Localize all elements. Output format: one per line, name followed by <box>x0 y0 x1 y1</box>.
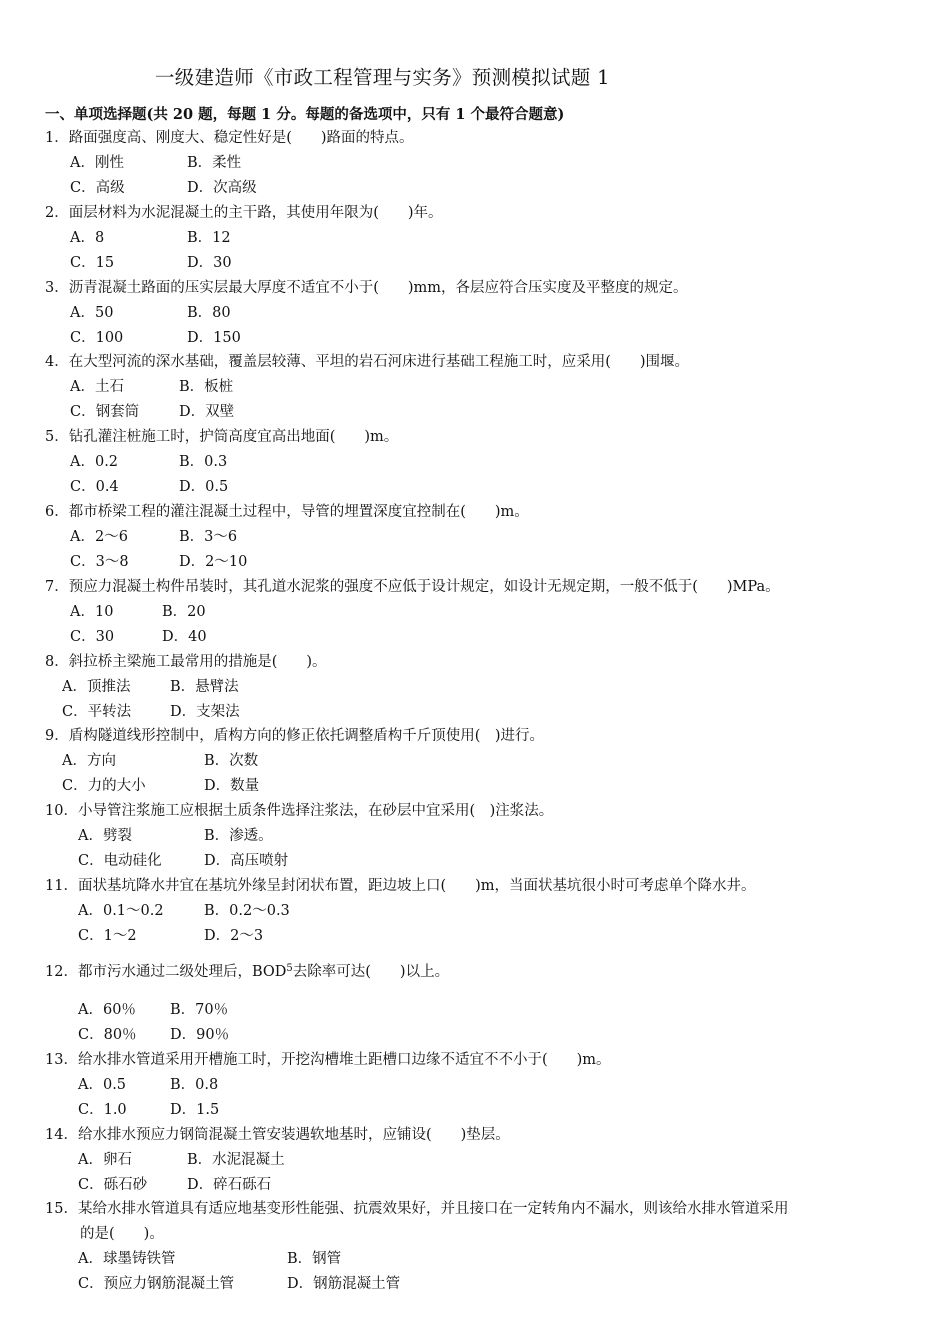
option: C．砾石砂 <box>78 1177 148 1193</box>
subscript-5: 5 <box>286 963 293 974</box>
option: A．0.1～0.2 <box>78 903 164 919</box>
option: C．100 <box>70 330 124 346</box>
option: A．60％ <box>78 1002 136 1018</box>
question-stem: 15．某给水排水管道具有适应地基变形性能强、抗震效果好，并且接口在一定转角内不漏水，则该给水排水管道采用 <box>45 1201 789 1217</box>
option: C．预应力钢筋混凝土管 <box>78 1276 235 1292</box>
option: D．双壁 <box>179 404 235 420</box>
page-title: 一级建造师《市政工程管理与实务》预测模拟试题 1 <box>155 66 610 89</box>
option: B．12 <box>187 230 231 246</box>
question-stem: 4．在大型河流的深水基础，覆盖层较薄、平坦的岩石河床进行基础工程施工时，应采用( )围堰。 <box>45 354 690 370</box>
option: D．150 <box>187 330 241 346</box>
option: A．方向 <box>62 753 116 769</box>
option: A．劈裂 <box>78 828 132 844</box>
option: B．80 <box>187 305 231 321</box>
section-heading: 一、单项选择题(共 20 题，每题 1 分。每题的备选项中，只有 1 个最符合题意) <box>45 106 565 123</box>
option: A．50 <box>70 305 114 321</box>
question-stem: 7．预应力混凝土构件吊装时，其孔道水泥浆的强度不应低于设计规定，如设计无规定期，一般不低于( )MPa。 <box>45 579 780 595</box>
question-stem: 9．盾构隧道线形控制中，盾构方向的修正依托调整盾构千斤顶使用( )进行。 <box>45 728 545 744</box>
option: D．钢筋混凝土管 <box>287 1276 401 1292</box>
option: B．70％ <box>170 1002 229 1018</box>
option: D．90％ <box>170 1027 230 1043</box>
option: C．0.4 <box>70 479 119 495</box>
option: B．20 <box>162 604 206 620</box>
option: C．3～8 <box>70 554 129 570</box>
option: C．30 <box>70 629 115 645</box>
option: C．高级 <box>70 180 125 196</box>
option: C．1.0 <box>78 1102 127 1118</box>
option: B．渗透。 <box>204 828 273 844</box>
option: B．0.3 <box>179 454 228 470</box>
option: B．0.2～0.3 <box>204 903 290 919</box>
option: C．1～2 <box>78 928 137 944</box>
option: B．柔性 <box>187 155 242 171</box>
option: A．0.2 <box>70 454 119 470</box>
option: D．2～10 <box>179 554 248 570</box>
option: C．80％ <box>78 1027 137 1043</box>
question-stem: 2．面层材料为水泥混凝土的主干路，其使用年限为( )年。 <box>45 205 443 221</box>
question-stem-continuation: 的是( )。 <box>80 1226 164 1242</box>
question-stem <box>45 959 449 982</box>
option: D．支架法 <box>170 704 240 720</box>
option: A．卵石 <box>78 1152 132 1168</box>
option: A．8 <box>70 230 105 246</box>
option: D．40 <box>162 629 207 645</box>
option: D．次高级 <box>187 180 257 196</box>
question-stem: 11．面状基坑降水井宜在基坑外缘呈封闭状布置，距边坡上口( )m，当面状基坑很小时可考虑单个降水井。 <box>45 878 756 894</box>
option: A．10 <box>70 604 114 620</box>
option: D．数量 <box>204 778 260 794</box>
question-stem: 8．斜拉桥主梁施工最常用的措施是( )。 <box>45 654 327 670</box>
option: B．次数 <box>204 753 259 769</box>
question-stem: 10．小导管注浆施工应根据土质条件选择注浆法，在砂层中宜采用( )注浆法。 <box>45 803 554 819</box>
question-stem: 1．路面强度高、刚度大、稳定性好是( )路面的特点。 <box>45 130 414 146</box>
question-stem-text: 去除率可达( )以上。 <box>292 964 450 980</box>
question-stem: 6．都市桥梁工程的灌注混凝土过程中，导管的埋置深度宜控制在( )m。 <box>45 504 529 520</box>
option: D．高压喷射 <box>204 853 289 869</box>
option: A．0.5 <box>78 1077 127 1093</box>
option: B．钢管 <box>287 1251 342 1267</box>
question-stem: 13．给水排水管道采用开槽施工时，开挖沟槽堆土距槽口边缘不适宜不不小于( )m。 <box>45 1052 611 1068</box>
question-stem-text: 12．都市污水通过二级处理后，BOD <box>45 964 287 980</box>
option: B．水泥混凝土 <box>187 1152 285 1168</box>
option: A．球墨铸铁管 <box>78 1251 176 1267</box>
option: D．1.5 <box>170 1102 220 1118</box>
option: B．3～6 <box>179 529 238 545</box>
option: A．土石 <box>70 379 124 395</box>
option: D．碎石砾石 <box>187 1177 272 1193</box>
question-stem: 3．沥青混凝土路面的压实层最大厚度不适宜不小于( )mm，各层应符合压实度及平整度的规定。 <box>45 280 688 296</box>
question-stem: 5．钻孔灌注桩施工时，护筒高度宜高出地面( )m。 <box>45 429 399 445</box>
option: A．刚性 <box>70 155 124 171</box>
option: C．平转法 <box>62 704 132 720</box>
option: D．2～3 <box>204 928 264 944</box>
question-stem: 14．给水排水预应力钢筒混凝土管安装遇软地基时，应铺设( )垫层。 <box>45 1127 510 1143</box>
option: C．力的大小 <box>62 778 146 794</box>
option: A．顶推法 <box>62 679 131 695</box>
option: B．悬臂法 <box>170 679 239 695</box>
option: C．钢套筒 <box>70 404 140 420</box>
option: D．30 <box>187 255 232 271</box>
option: C．电动硅化 <box>78 853 162 869</box>
option: D．0.5 <box>179 479 229 495</box>
option: B．0.8 <box>170 1077 219 1093</box>
option: A．2～6 <box>70 529 128 545</box>
option: B．板桩 <box>179 379 234 395</box>
option: C．15 <box>70 255 115 271</box>
